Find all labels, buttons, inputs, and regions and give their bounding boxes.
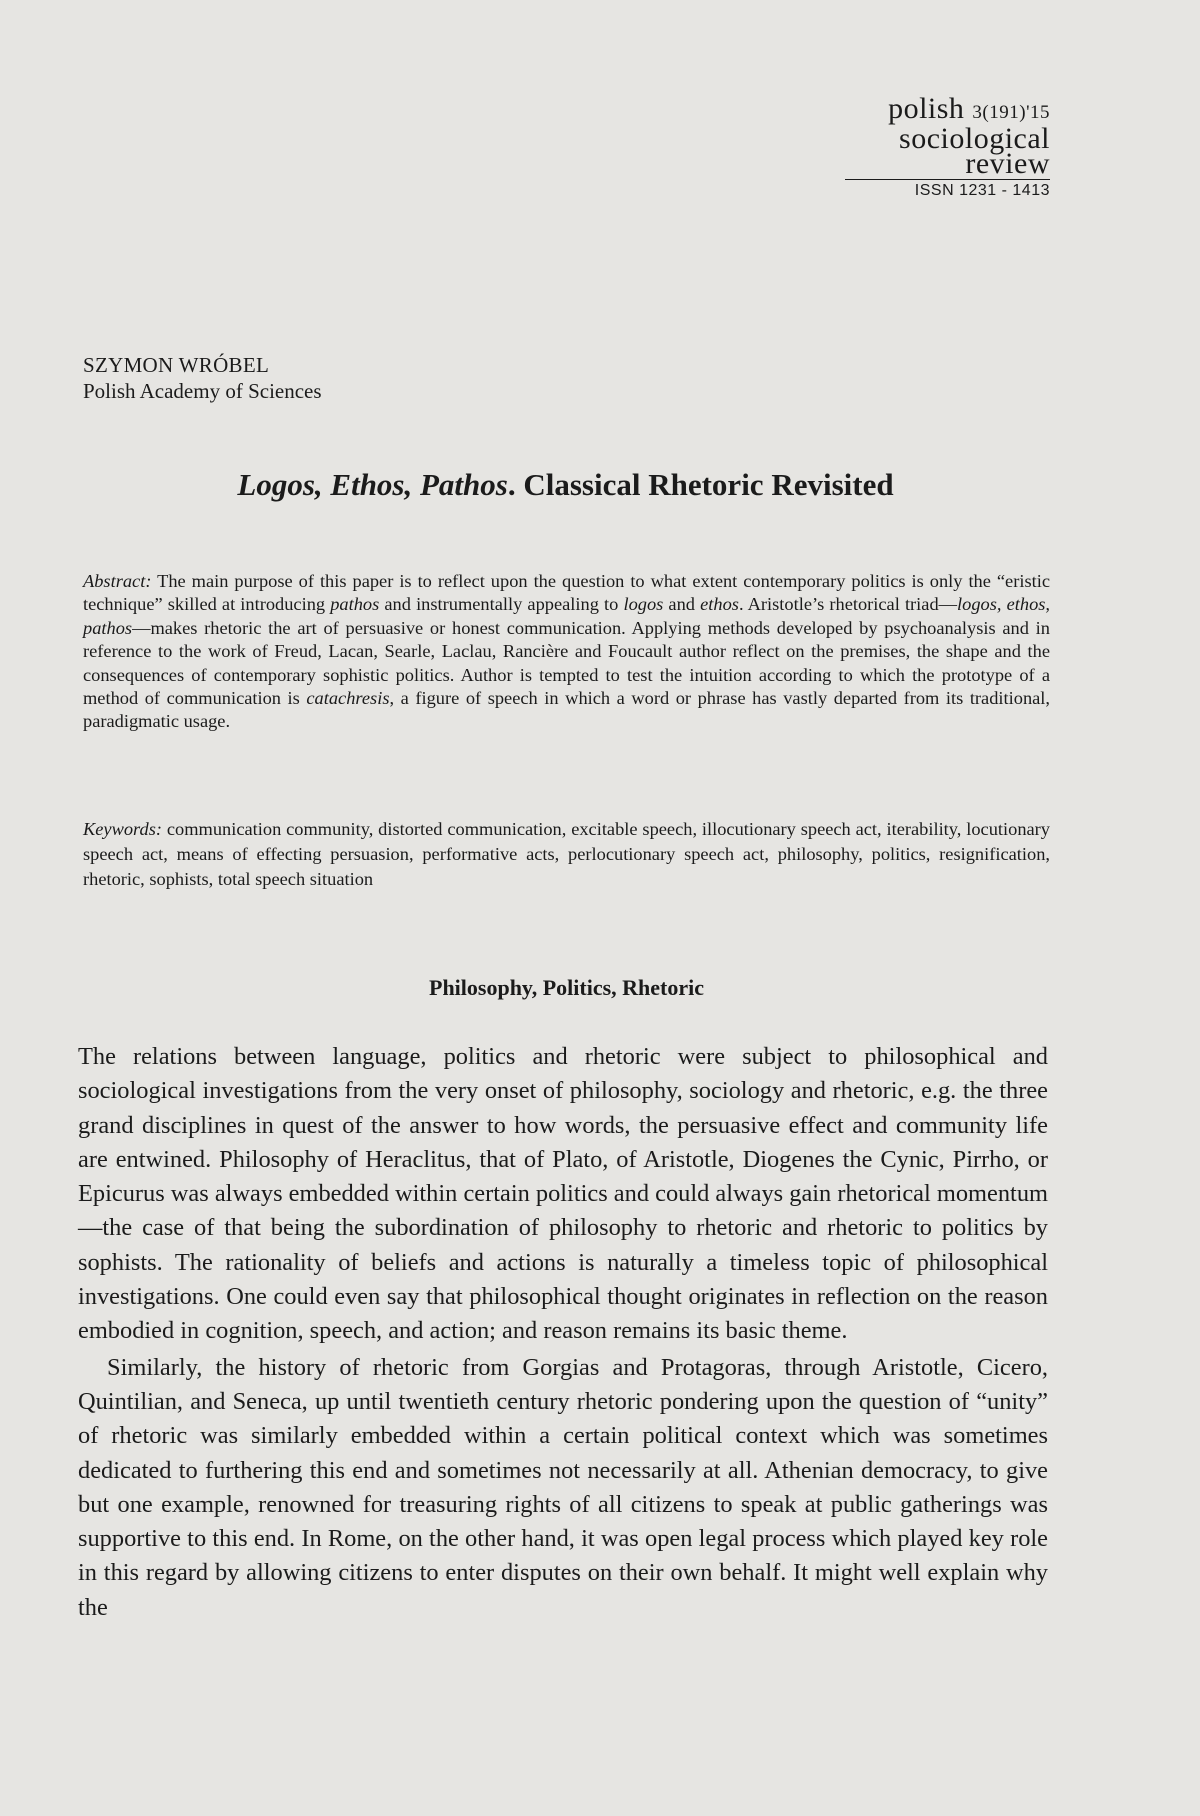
keywords-text: communication community, distorted communication, excitable speech, illocutionary speech act, iterability, locutionary speech act, means of effecting persuasion, performative acts, perlocutionary speech act, philosophy, politics, resignification, rhetoric, sophists, total speech situation [83,819,1050,889]
abstract-italic: logos, ethos, pathos [83,594,1051,638]
issue-number: 3(191)'15 [972,102,1050,123]
abstract-italic: catachresis [306,688,390,709]
journal-name-line3: review [965,147,1050,180]
journal-name-line2: sociological [899,122,1050,155]
title-italic: Logos, Ethos, Pathos [237,467,508,502]
paragraph: The relations between language, politics and rhetoric were subject to philosophical and sociological investigations from the very onset of philosophy, sociology and rhetoric, e.g. the three grand disciplines in quest of the answer to how words, the persuasive effect and community life are entwined. Philosophy of Heraclitus, that of Plato, of Aristotle, Diogenes the Cynic, Pirrho, or Epicurus was always embedded within certain politics and could always gain rhetorical momentum—the case of that being the subordination of philosophy to rhetoric and rhetoric to politics by sophists. The rationality of beliefs and actions is naturally a timeless topic of philosophical investigations. One could even say that philosophical thought originates in reflection on the reason embodied in cognition, speech, and action; and reason remains its basic theme. [78,1043,1048,1345]
journal-name-line1: polish [888,92,965,125]
keywords [83,817,1050,892]
keywords-label: Keywords: [83,819,163,839]
issn: ISSN 1231 - 1413 [845,179,1050,200]
abstract [83,570,1050,734]
author-affiliation: Polish Academy of Sciences [83,379,322,403]
article-title [83,467,1048,503]
abstract-text: and instrumentally appealing to [379,594,624,615]
abstract-italic: ethos [700,594,739,615]
author-name: SZYMON WRÓBEL [83,353,270,377]
abstract-label: Abstract: [83,571,152,591]
body-text [78,1040,1048,1625]
abstract-italic: logos [623,594,664,615]
author-block [83,352,322,404]
abstract-text: —makes rhetoric the art of persuasive or honest communication. Applying methods developed by psychoanalysis and in reference to the work of Freud, Lacan, Searle, Laclau, Rancière and Foucault author reflect on the premises, the shape and the consequences of contemporary sophistic politics. Author is tempted to test the intuition according to which the prototype of a method of communication is [83,617,1050,709]
title-rest: . Classical Rhetoric Revisited [507,467,894,502]
abstract-text: The main purpose of this paper is to reflect upon the question to what extent contemporary politics is only the “eristic technique” skilled at introducing [83,571,1050,615]
journal-masthead [845,92,1050,200]
abstract-text: , a figure of speech in which a word or phrase has vastly departed from its traditional, paradigmatic usage. [83,688,1051,732]
abstract-italic: pathos [330,594,380,615]
abstract-text: . Aristotle’s rhetorical triad— [738,594,958,615]
paragraph: Similarly, the history of rhetoric from Gorgias and Protagoras, through Aristotle, Cicero, Quintilian, and Seneca, up until twentieth century rhetoric pondering upon the question of “unity” of rhetoric was similarly embedded within a certain political context which was sometimes dedicated to furthering this end and sometimes not necessarily at all. Athenian democracy, to give but one example, renowned for treasuring rights of all citizens to speak at public gatherings was supportive to this end. In Rome, on the other hand, it was open legal process which played key role in this regard by allowing citizens to enter disputes on their own behalf. It might well explain why the [78,1353,1048,1621]
abstract-text: and [663,594,701,615]
section-heading: Philosophy, Politics, Rhetoric [429,975,704,1000]
